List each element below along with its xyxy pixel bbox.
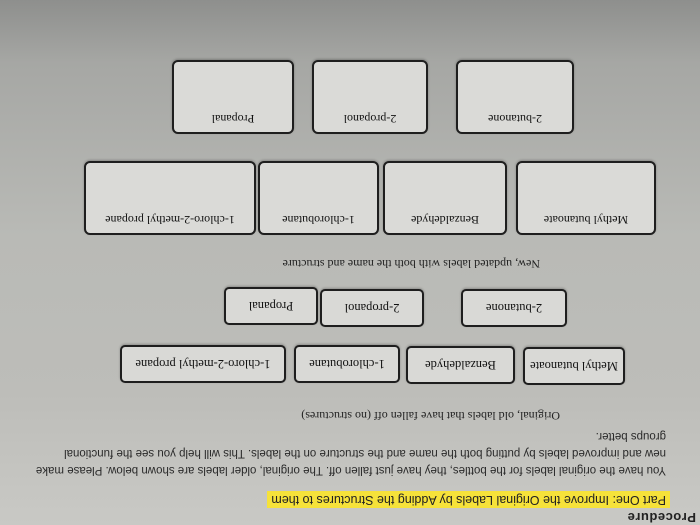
new-label-1-chloro-2-methyl-propane[interactable] — [84, 161, 256, 235]
new-label-benzaldehyde[interactable] — [383, 161, 507, 235]
new-label-name: 2-butanone — [488, 112, 542, 126]
new-label-2-butanone[interactable] — [456, 60, 574, 134]
procedure-heading: Procedure — [627, 510, 696, 525]
new-label-name: Benzaldehyde — [411, 213, 479, 227]
original-label-2-propanol: 2-propanol — [320, 289, 424, 327]
original-label-methyl-butanoate: Methyl butanoate — [523, 347, 625, 385]
new-labels-heading: New, updated labels with both the name and structure — [282, 257, 540, 271]
new-label-name: 1-chloro-2-methyl propane — [105, 213, 235, 227]
new-label-name: 2-propanol — [343, 112, 397, 126]
original-label-1-chloro-2-methyl-propane: 1-chloro-2-methyl propane — [120, 345, 286, 383]
new-label-name: Propanal — [211, 112, 255, 126]
intro-paragraph: You have the original labels for the bottles, they have just fallen off. The original, older labels are shown below. Please make new and improved labels by putting both the name and the structure on the labels. This will help you see the functional groups better. — [35, 430, 666, 476]
original-label-1-chlorobutane: 1-chlorobutane — [294, 345, 400, 383]
new-label-2-propanol[interactable] — [312, 60, 428, 134]
original-label-propanal: Propanal — [224, 287, 318, 325]
new-label-1-chlorobutane[interactable] — [258, 161, 379, 235]
new-label-propanal[interactable] — [172, 60, 294, 134]
new-label-methyl-butanoate[interactable] — [516, 161, 656, 235]
new-label-name: Methyl butanoate — [543, 213, 629, 227]
new-label-name: 1-chlorobutane — [282, 213, 355, 227]
original-label-benzaldehyde: Benzaldehyde — [406, 346, 515, 384]
original-labels-heading: Original, old labels that have fallen off (no structures) — [301, 409, 560, 423]
part-one-title: Part One: Improve the Original Labels by Adding the Structures to them — [267, 491, 670, 508]
original-label-2-butanone: 2-butanone — [461, 289, 567, 327]
